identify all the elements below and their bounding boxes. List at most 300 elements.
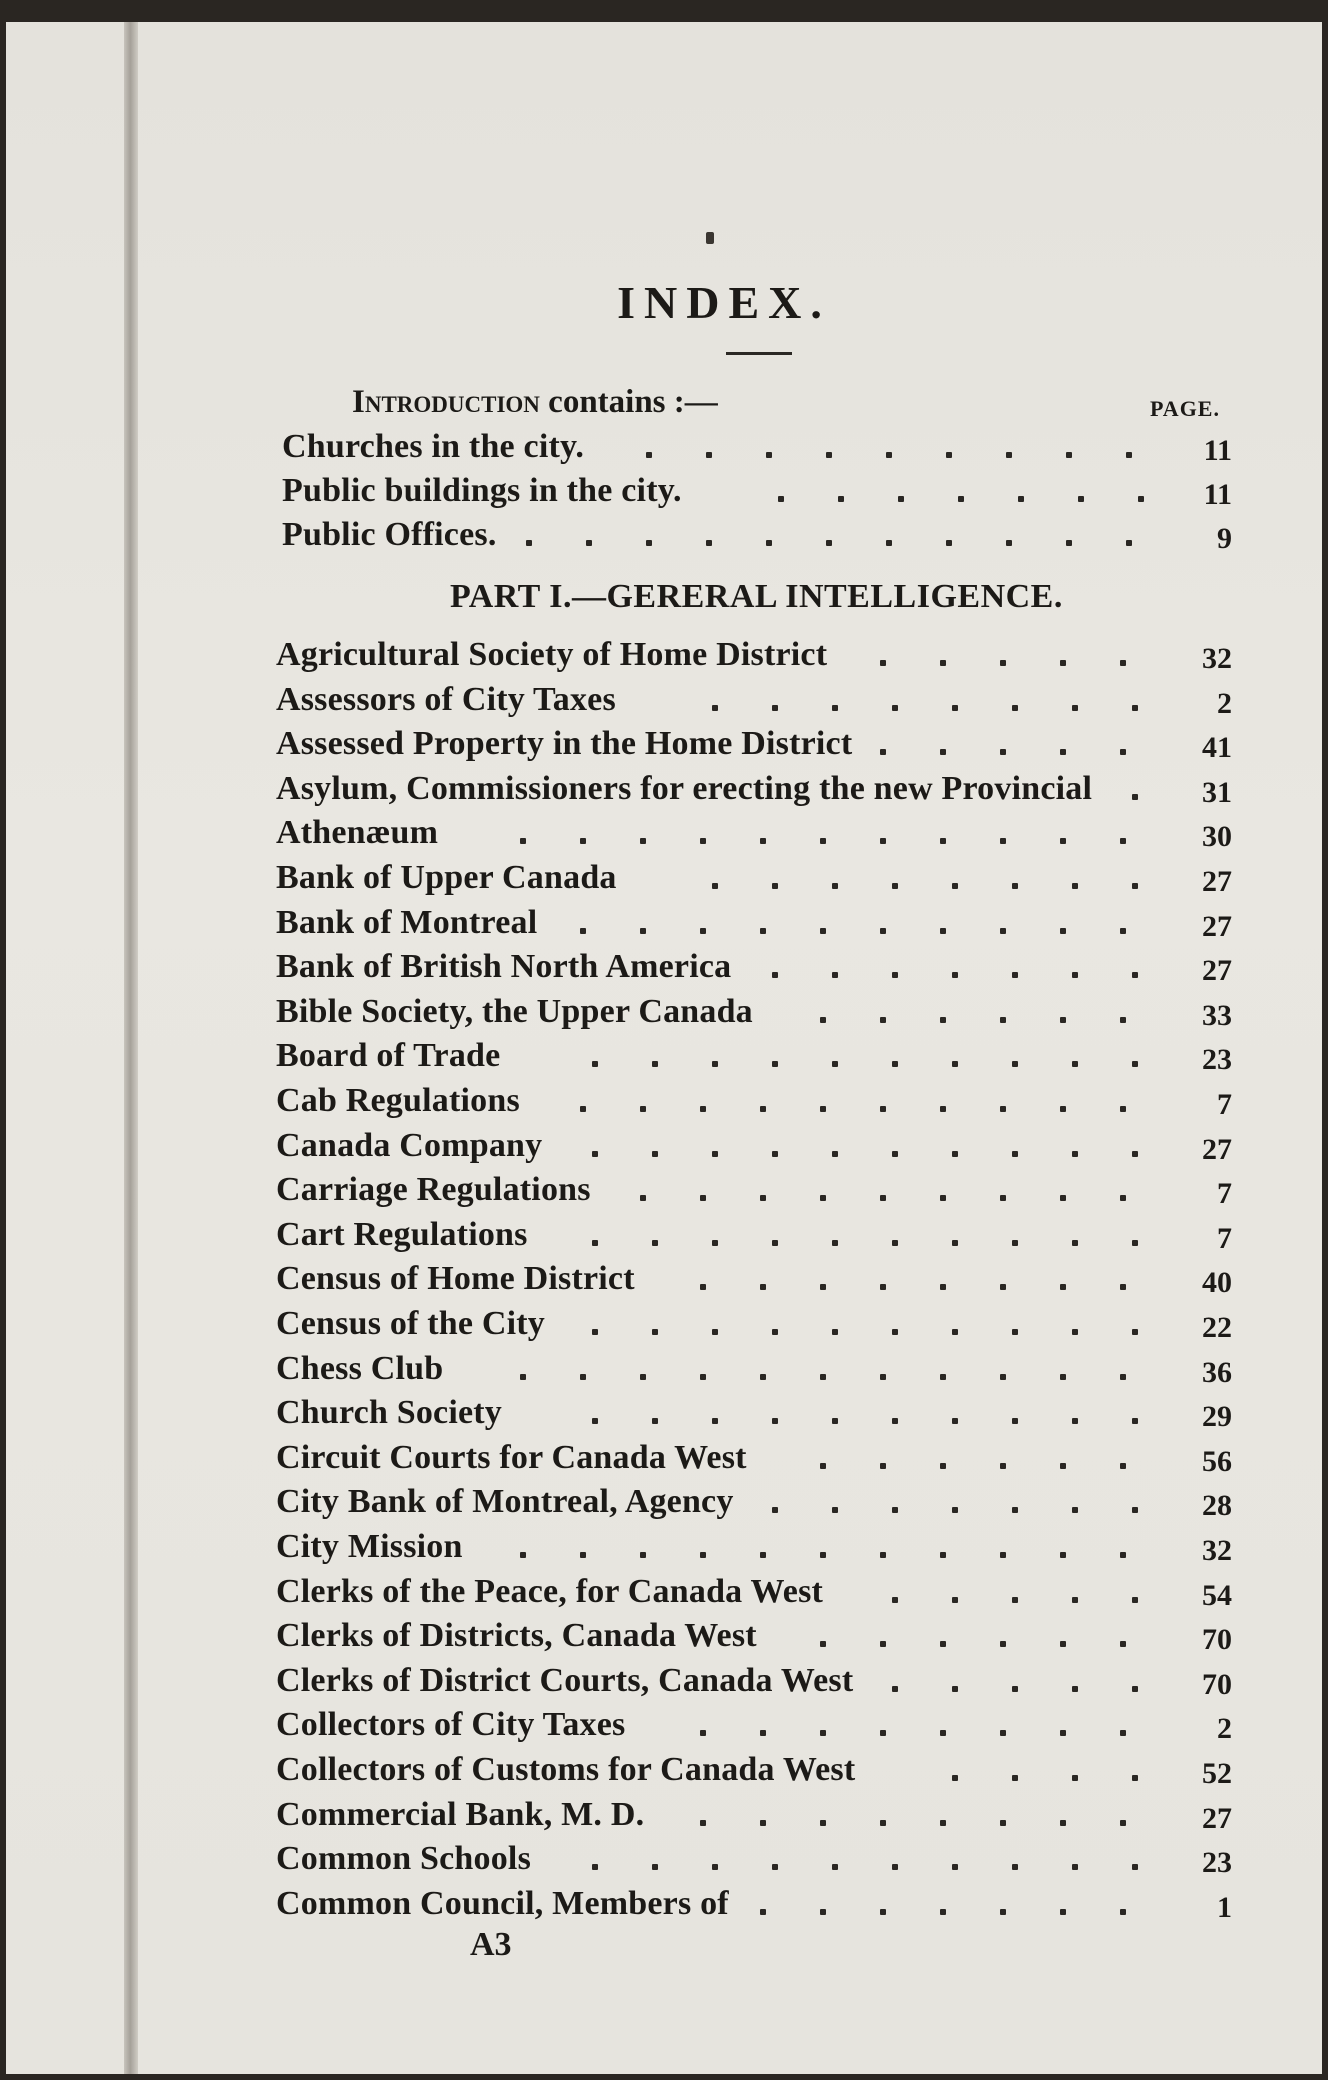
- index-entry: [282, 516, 1232, 560]
- leader-dot: [706, 452, 712, 458]
- leader-dot: [1120, 838, 1126, 844]
- leader-dot: [1000, 1552, 1006, 1558]
- leader-dot: [1012, 1240, 1018, 1246]
- leader-dot: [892, 1240, 898, 1246]
- leader-dot: [1000, 1195, 1006, 1201]
- leader-dot: [760, 838, 766, 844]
- introduction-heading: Introduction contains :—: [352, 384, 718, 420]
- leader-dot: [892, 1686, 898, 1692]
- leader-dot: [952, 705, 958, 711]
- leader-dot: [1132, 1597, 1138, 1603]
- entry-page-number: 27: [1202, 909, 1232, 943]
- index-entry: [276, 859, 1232, 903]
- entry-page-number: 23: [1202, 1846, 1232, 1880]
- page-title: INDEX.: [617, 277, 831, 328]
- leader-dot: [592, 1151, 598, 1157]
- leader-dot: [1072, 705, 1078, 711]
- leader-dot: [1132, 1151, 1138, 1157]
- leader-dot: [712, 1418, 718, 1424]
- leader-dot: [880, 1017, 886, 1023]
- index-entry: [276, 1885, 1232, 1929]
- index-entry: [276, 681, 1232, 725]
- leader-dot: [1060, 1374, 1066, 1380]
- leader-dot: [760, 1374, 766, 1380]
- entry-label: Census of Home District: [276, 1260, 635, 1298]
- index-entry: [276, 1751, 1232, 1795]
- leader-dot: [1072, 1329, 1078, 1335]
- leader-dot: [772, 1329, 778, 1335]
- entry-label: City Bank of Montreal, Agency: [276, 1483, 734, 1521]
- leader-dot: [1066, 540, 1072, 546]
- leader-dot: [766, 540, 772, 546]
- leader-dot: [1126, 540, 1132, 546]
- entry-page-number: 54: [1202, 1578, 1232, 1612]
- leader-dot: [940, 1017, 946, 1023]
- leader-dot: [1072, 1597, 1078, 1603]
- leader-dot: [940, 1195, 946, 1201]
- entry-page-number: 22: [1202, 1311, 1232, 1344]
- leader-dot: [958, 496, 964, 502]
- leader-dot: [940, 660, 946, 666]
- leader-dot: [772, 883, 778, 889]
- leader-dot: [1000, 1820, 1006, 1826]
- part-one-heading: PART I.—GERERAL INTELLIGENCE.: [450, 578, 1063, 615]
- leader-dot: [820, 1641, 826, 1647]
- leader-dot: [892, 1418, 898, 1424]
- entry-page-number: 27: [1202, 865, 1232, 898]
- leader-dot: [1120, 1195, 1126, 1201]
- leader-dot: [772, 1061, 778, 1067]
- leader-dot: [1120, 1017, 1126, 1023]
- entry-page-number: 2: [1217, 686, 1232, 720]
- index-entry: [276, 1439, 1232, 1483]
- index-entry: [276, 1840, 1232, 1884]
- leader-dot: [892, 1151, 898, 1157]
- leader-dot: [1120, 749, 1126, 755]
- leader-dot: [820, 1552, 826, 1558]
- entry-page-number: 29: [1202, 1400, 1232, 1434]
- entry-page-number: 7: [1217, 1088, 1232, 1121]
- leader-dot: [1012, 1151, 1018, 1157]
- leader-dot: [700, 1730, 706, 1736]
- leader-dot: [1120, 1552, 1126, 1558]
- entry-label: Cab Regulations: [276, 1082, 520, 1119]
- leader-dot: [520, 838, 526, 844]
- leader-dot: [880, 1106, 886, 1112]
- entry-page-number: 30: [1202, 820, 1232, 854]
- entry-label: Bank of Montreal: [276, 903, 538, 941]
- leader-dot: [1000, 660, 1006, 666]
- leader-dot: [1012, 883, 1018, 889]
- entry-label: Canada Company: [276, 1126, 543, 1164]
- entry-page-number: 56: [1202, 1444, 1232, 1478]
- entry-label: Agricultural Society of Home District: [276, 636, 828, 673]
- leader-dot: [820, 838, 826, 844]
- index-entry: [276, 1483, 1232, 1527]
- index-entry: [276, 904, 1232, 948]
- leader-dot: [586, 540, 592, 546]
- leader-dot: [1072, 1864, 1078, 1870]
- leader-dot: [946, 452, 952, 458]
- entry-page-number: 31: [1202, 775, 1232, 809]
- leader-dot: [1120, 660, 1126, 666]
- leader-dot: [952, 1686, 958, 1692]
- entry-label: Bank of British North America: [276, 948, 732, 986]
- binding-shadow: [124, 22, 138, 2074]
- leader-dot: [1072, 1061, 1078, 1067]
- leader-dot: [760, 1730, 766, 1736]
- leader-dot: [646, 452, 652, 458]
- leader-dot: [652, 1061, 658, 1067]
- leader-dot: [652, 1240, 658, 1246]
- leader-dot: [892, 1864, 898, 1870]
- leader-dot: [1012, 1864, 1018, 1870]
- leader-dot: [1132, 1329, 1138, 1335]
- leader-dot: [1000, 1106, 1006, 1112]
- leader-dot: [592, 1418, 598, 1424]
- leader-dot: [880, 1641, 886, 1647]
- leader-dot: [772, 1864, 778, 1870]
- leader-dot: [1012, 1686, 1018, 1692]
- leader-dot: [1000, 1730, 1006, 1736]
- leader-dot: [772, 1418, 778, 1424]
- leader-dot: [826, 540, 832, 546]
- leader-dot: [1132, 972, 1138, 978]
- leader-dot: [880, 1730, 886, 1736]
- leader-dot: [952, 1507, 958, 1513]
- entry-label: Athenæum: [276, 814, 439, 852]
- leader-dot: [700, 1820, 706, 1826]
- entry-page-number: 9: [1217, 522, 1232, 555]
- leader-dot: [1000, 1017, 1006, 1023]
- leader-dot: [700, 1552, 706, 1558]
- entry-page-number: 40: [1202, 1266, 1232, 1300]
- leader-dot: [772, 1240, 778, 1246]
- leader-dot: [940, 1106, 946, 1112]
- leader-dot: [700, 1195, 706, 1201]
- leader-dot: [1132, 1775, 1138, 1781]
- entry-page-number: 1: [1217, 1890, 1232, 1924]
- leader-dot: [880, 749, 886, 755]
- entry-page-number: 32: [1202, 1534, 1232, 1567]
- leader-dot: [1060, 660, 1066, 666]
- leader-dot: [1060, 1106, 1066, 1112]
- leader-dot: [1120, 1284, 1126, 1290]
- leader-dot: [952, 1061, 958, 1067]
- page-column-label: PAGE.: [1150, 396, 1220, 421]
- leader-dot: [1000, 928, 1006, 934]
- entry-page-number: 28: [1202, 1489, 1232, 1523]
- leader-dot: [1006, 540, 1012, 546]
- leader-dot: [712, 1151, 718, 1157]
- leader-dot: [1120, 928, 1126, 934]
- leader-dot: [1120, 1909, 1126, 1915]
- leader-dot: [940, 1284, 946, 1290]
- index-entry: [276, 1573, 1232, 1617]
- index-entry: [276, 1305, 1232, 1349]
- leader-dot: [892, 972, 898, 978]
- entry-label: Assessors of City Taxes: [276, 680, 616, 718]
- index-entry: [276, 814, 1232, 858]
- entry-label: Carriage Regulations: [276, 1171, 591, 1209]
- leader-dot: [640, 1195, 646, 1201]
- leader-dot: [940, 838, 946, 844]
- index-entry: [282, 472, 1232, 516]
- leader-dot: [1000, 1374, 1006, 1380]
- leader-dot: [940, 1463, 946, 1469]
- leader-dot: [880, 1374, 886, 1380]
- leader-dot: [1060, 1284, 1066, 1290]
- leader-dot: [952, 1329, 958, 1335]
- leader-dot: [778, 496, 784, 502]
- leader-dot: [946, 540, 952, 546]
- leader-dot: [952, 1240, 958, 1246]
- leader-dot: [838, 496, 844, 502]
- leader-dot: [1012, 705, 1018, 711]
- entry-page-number: 41: [1202, 731, 1232, 765]
- leader-dot: [712, 1061, 718, 1067]
- leader-dot: [712, 883, 718, 889]
- leader-dot: [832, 1864, 838, 1870]
- leader-dot: [820, 1106, 826, 1112]
- leader-dot: [1060, 1820, 1066, 1826]
- leader-dot: [880, 1284, 886, 1290]
- leader-dot: [892, 1329, 898, 1335]
- entry-page-number: 11: [1203, 478, 1232, 511]
- leader-dot: [760, 1552, 766, 1558]
- entry-page-number: 32: [1202, 642, 1232, 675]
- leader-dot: [760, 1195, 766, 1201]
- leader-dot: [1060, 928, 1066, 934]
- entry-page-number: 27: [1202, 1132, 1232, 1166]
- index-entry: [276, 993, 1232, 1037]
- leader-dot: [820, 1730, 826, 1736]
- index-entry: [276, 1528, 1232, 1572]
- leader-dot: [1060, 838, 1066, 844]
- leader-dot: [826, 452, 832, 458]
- entry-label: Cart Regulations: [276, 1215, 528, 1253]
- leader-dot: [952, 1864, 958, 1870]
- title-rule: [726, 352, 792, 355]
- leader-dot: [1132, 1507, 1138, 1513]
- leader-dot: [700, 838, 706, 844]
- leader-dot: [1120, 1730, 1126, 1736]
- leader-dot: [952, 1418, 958, 1424]
- leader-dot: [880, 1552, 886, 1558]
- leader-dot: [832, 1418, 838, 1424]
- leader-dot: [700, 1106, 706, 1112]
- entry-label: City Mission: [276, 1528, 463, 1565]
- leader-dot: [766, 452, 772, 458]
- leader-dot: [1132, 1418, 1138, 1424]
- leader-dot: [820, 1374, 826, 1380]
- index-entry: [282, 428, 1232, 472]
- leader-dot: [1060, 749, 1066, 755]
- leader-dot: [712, 1240, 718, 1246]
- leader-dot: [1012, 1418, 1018, 1424]
- leader-dot: [1120, 1374, 1126, 1380]
- index-entry: [276, 1082, 1232, 1126]
- leader-dot: [1060, 1909, 1066, 1915]
- index-entry: [276, 1617, 1232, 1661]
- entry-label: Collectors of City Taxes: [276, 1706, 626, 1744]
- leader-dot: [1072, 883, 1078, 889]
- leader-dot: [1000, 1909, 1006, 1915]
- leader-dot: [952, 1775, 958, 1781]
- leader-dot: [580, 928, 586, 934]
- index-entry: [276, 1171, 1232, 1215]
- leader-dot: [1072, 1507, 1078, 1513]
- leader-dot: [700, 928, 706, 934]
- leader-dot: [1072, 972, 1078, 978]
- leader-dot: [520, 1552, 526, 1558]
- entry-label: Public Offices.: [282, 516, 497, 553]
- leader-dot: [880, 1195, 886, 1201]
- leader-dot: [1012, 1775, 1018, 1781]
- index-entry: [276, 1662, 1232, 1706]
- leader-dot: [592, 1864, 598, 1870]
- index-entry: [276, 1796, 1232, 1840]
- leader-dot: [652, 1329, 658, 1335]
- leader-dot: [880, 1463, 886, 1469]
- leader-dot: [760, 1284, 766, 1290]
- leader-dot: [1060, 1730, 1066, 1736]
- leader-dot: [1060, 1463, 1066, 1469]
- leader-dot: [952, 1151, 958, 1157]
- leader-dot: [652, 1151, 658, 1157]
- leader-dot: [940, 1374, 946, 1380]
- entry-page-number: 7: [1217, 1221, 1232, 1255]
- leader-dot: [592, 1061, 598, 1067]
- leader-dot: [952, 972, 958, 978]
- leader-dot: [898, 496, 904, 502]
- index-entry: [276, 948, 1232, 992]
- entry-page-number: 27: [1202, 954, 1232, 988]
- leader-dot: [892, 1507, 898, 1513]
- leader-dot: [1060, 1641, 1066, 1647]
- leader-dot: [1126, 452, 1132, 458]
- entry-label: Commercial Bank, M. D.: [276, 1795, 645, 1833]
- index-entry: [276, 1216, 1232, 1260]
- leader-dot: [772, 1507, 778, 1513]
- leader-dot: [772, 972, 778, 978]
- leader-dot: [580, 838, 586, 844]
- leader-dot: [1078, 496, 1084, 502]
- leader-dot: [886, 452, 892, 458]
- leader-dot: [940, 749, 946, 755]
- leader-dot: [1072, 1775, 1078, 1781]
- leader-dot: [832, 705, 838, 711]
- entry-page-number: 33: [1202, 998, 1232, 1032]
- entry-label: Circuit Courts for Canada West: [276, 1438, 747, 1476]
- leader-dot: [940, 1730, 946, 1736]
- leader-dot: [940, 1909, 946, 1915]
- leader-dot: [880, 928, 886, 934]
- leader-dot: [592, 1240, 598, 1246]
- entry-label: Collectors of Customs for Canada West: [276, 1751, 856, 1788]
- leader-dot: [1120, 1641, 1126, 1647]
- leader-dot: [1120, 1106, 1126, 1112]
- leader-dot: [1000, 1463, 1006, 1469]
- leader-dot: [832, 1061, 838, 1067]
- leader-dot: [1132, 1240, 1138, 1246]
- leader-dot: [1072, 1418, 1078, 1424]
- entry-label: Bible Society, the Upper Canada: [276, 992, 753, 1030]
- index-entry: [276, 1706, 1232, 1750]
- index-entry: [276, 1037, 1232, 1081]
- leader-dot: [820, 1909, 826, 1915]
- entry-label: Public buildings in the city.: [282, 472, 682, 509]
- entry-page-number: 70: [1202, 1623, 1232, 1657]
- leader-dot: [1132, 883, 1138, 889]
- leader-dot: [1000, 838, 1006, 844]
- entry-label: Chess Club: [276, 1349, 444, 1387]
- leader-dot: [1060, 1195, 1066, 1201]
- leader-dot: [1012, 1061, 1018, 1067]
- leader-dot: [760, 1106, 766, 1112]
- entry-label: Assessed Property in the Home District: [276, 725, 853, 763]
- entry-label: Bank of Upper Canada: [276, 859, 617, 896]
- leader-dot: [1012, 1597, 1018, 1603]
- leader-dot: [640, 928, 646, 934]
- leader-dot: [1066, 452, 1072, 458]
- entry-page-number: 11: [1203, 434, 1232, 467]
- leader-dot: [952, 1597, 958, 1603]
- leader-dot: [892, 883, 898, 889]
- leader-dot: [712, 705, 718, 711]
- entry-page-number: 2: [1217, 1712, 1232, 1746]
- leader-dot: [892, 1597, 898, 1603]
- index-entry: [276, 1394, 1232, 1438]
- leader-dot: [1132, 794, 1138, 800]
- entry-label: Board of Trade: [276, 1037, 501, 1075]
- entry-page-number: 7: [1217, 1177, 1232, 1211]
- leader-dot: [1138, 496, 1144, 502]
- leader-dot: [700, 1284, 706, 1290]
- entry-page-number: 23: [1202, 1043, 1232, 1077]
- leader-dot: [880, 1820, 886, 1826]
- leader-dot: [832, 1329, 838, 1335]
- leader-dot: [1006, 452, 1012, 458]
- leader-dot: [832, 1507, 838, 1513]
- leader-dot: [820, 1017, 826, 1023]
- leader-dot: [940, 1641, 946, 1647]
- entry-label: Asylum, Commissioners for erecting the new Provincial: [276, 769, 1093, 807]
- entry-label: Census of the City: [276, 1305, 545, 1342]
- leader-dot: [712, 1329, 718, 1335]
- leader-dot: [580, 1552, 586, 1558]
- index-entry: [276, 1260, 1232, 1304]
- leader-dot: [940, 928, 946, 934]
- signature-mark: A3: [470, 1926, 512, 1963]
- index-entry: [276, 1127, 1232, 1171]
- leader-dot: [1012, 1329, 1018, 1335]
- leader-dot: [580, 1374, 586, 1380]
- leader-dot: [640, 1374, 646, 1380]
- leader-dot: [1000, 749, 1006, 755]
- entry-label: Church Society: [276, 1394, 503, 1432]
- index-entry: [276, 725, 1232, 769]
- entry-label: Common Council, Members of: [276, 1884, 729, 1922]
- leader-dot: [760, 1820, 766, 1826]
- entry-label: Clerks of District Courts, Canada West: [276, 1661, 854, 1699]
- leader-dot: [580, 1106, 586, 1112]
- leader-dot: [820, 928, 826, 934]
- leader-dot: [520, 1374, 526, 1380]
- leader-dot: [940, 1820, 946, 1826]
- leader-dot: [1132, 1686, 1138, 1692]
- leader-dot: [1000, 1284, 1006, 1290]
